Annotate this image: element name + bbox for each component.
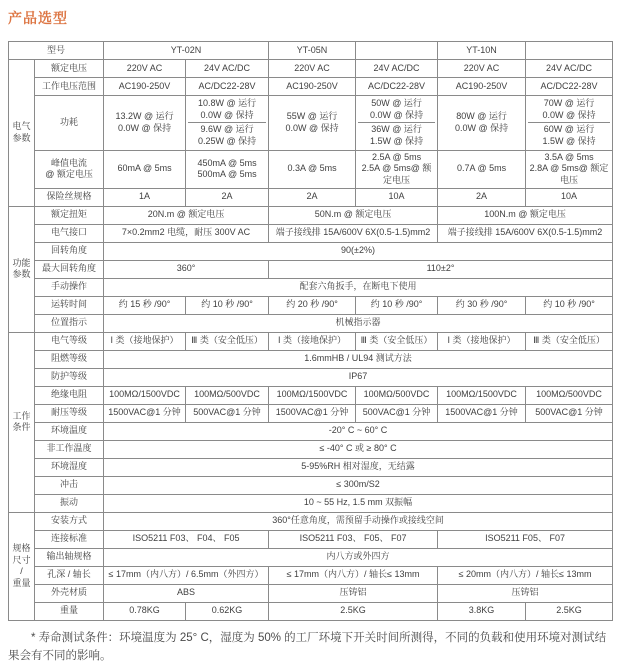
value-cell: 100MΩ/500VDC <box>356 386 438 404</box>
table-row <box>9 60 613 78</box>
value-cell: 约 30 秒 /90° <box>438 296 526 314</box>
row-label-cell: 峰值电流 @ 额定电压 <box>35 150 104 188</box>
value-cell: -20° C ~ 60° C <box>104 422 613 440</box>
page-title: 产品选型 <box>8 10 68 26</box>
value-cell: 10A <box>356 188 438 206</box>
value-cell: 55W @ 运行 0.0W @ 保持 <box>269 96 356 151</box>
model-header-cell: 型号 <box>9 42 104 60</box>
row-label-cell: 电气等级 <box>35 332 104 350</box>
value-cell: 24V AC/DC <box>186 60 269 78</box>
row-label-cell: 外壳材质 <box>35 584 104 602</box>
value-cell: 20N.m @ 额定电压 <box>104 206 269 224</box>
value-cell: AC190-250V <box>438 78 526 96</box>
row-label-cell: 连接标准 <box>35 530 104 548</box>
value-cell: Ⅲ 类（安全低压） <box>186 332 269 350</box>
value-cell: ISO5211 F05、 F07 <box>438 530 613 548</box>
value-cell: 内八方或外四方 <box>104 548 613 566</box>
row-label-cell: 位置指示 <box>35 314 104 332</box>
value-cell: 10A <box>526 188 613 206</box>
value-cell: ISO5211 F03、 F05、 F07 <box>269 530 438 548</box>
table-row <box>9 260 613 278</box>
value-cell: 100MΩ/1500VDC <box>269 386 356 404</box>
value-cell: 2A <box>186 188 269 206</box>
value-cell <box>526 96 613 151</box>
value-cell: 压铸铝 <box>269 584 438 602</box>
value-cell: 2A <box>269 188 356 206</box>
table-row <box>9 150 613 188</box>
sub-cell: 60W @ 运行 1.5W @ 保持 <box>528 122 610 148</box>
model-header-cell: YT-05N <box>269 42 356 60</box>
row-label-cell: 环境湿度 <box>35 458 104 476</box>
value-cell: 2.5KG <box>269 602 438 620</box>
model-header-cell: YT-10N <box>438 42 526 60</box>
value-cell: 2.5KG <box>526 602 613 620</box>
value-cell: 约 10 秒 /90° <box>526 296 613 314</box>
value-cell: ≤ 17mm（内八方）/ 轴长≤ 13mm <box>269 566 438 584</box>
value-cell: 端子接线排 15A/600V 6X(0.5-1.5)mm2 <box>269 224 438 242</box>
row-label-cell: 振动 <box>35 494 104 512</box>
value-cell: 端子接线排 15A/600V 6X(0.5-1.5)mm2 <box>438 224 613 242</box>
value-cell: 7×0.2mm2 电缆，耐压 300V AC <box>104 224 269 242</box>
row-label-cell: 孔深 / 轴长 <box>35 566 104 584</box>
group-label-cell: 电气 参数 <box>9 60 35 207</box>
header-row <box>9 42 613 60</box>
table-row <box>9 350 613 368</box>
model-header-cell: YT-02N <box>104 42 269 60</box>
model-header-cell <box>526 42 613 60</box>
sub-cell: 10.8W @ 运行 0.0W @ 保持 <box>197 98 257 120</box>
table-row <box>9 386 613 404</box>
value-cell: 360°任意角度，需预留手动操作或接线空间 <box>104 512 613 530</box>
value-cell: 220V AC <box>104 60 186 78</box>
row-label-cell: 电气接口 <box>35 224 104 242</box>
group-label-cell: 功能 参数 <box>9 206 35 332</box>
sub-cell: 50W @ 运行 0.0W @ 保持 <box>369 98 424 120</box>
table-row <box>9 494 613 512</box>
value-cell: AC/DC22-28V <box>526 78 613 96</box>
lifetime-test-footnote: * 寿命测试条件：环境温度为 25° C，湿度为 50% 的工厂环境下开关时间所测得，不同的负载和使用环境对测试结果会有不同的影响。 <box>8 631 607 662</box>
table-row <box>9 278 613 296</box>
table-row <box>9 96 613 151</box>
value-cell: 110±2° <box>269 260 613 278</box>
table-row <box>9 296 613 314</box>
model-header-cell <box>356 42 438 60</box>
row-label-cell: 非工作温度 <box>35 440 104 458</box>
value-cell: 10 ~ 55 Hz, 1.5 mm 双振幅 <box>104 494 613 512</box>
table-row <box>9 242 613 260</box>
value-cell: Ⅲ 类（安全低压） <box>356 332 438 350</box>
value-cell: AC190-250V <box>104 78 186 96</box>
value-cell: 500VAC@1 分钟 <box>526 404 613 422</box>
value-cell: 3.5A @ 5ms 2.8A @ 5ms@ 额定电压 <box>526 150 613 188</box>
value-cell: 13.2W @ 运行 0.0W @ 保持 <box>104 96 186 151</box>
spec-table-body <box>9 42 613 621</box>
group-label-cell: 工作 条件 <box>9 332 35 512</box>
row-label-cell: 额定电压 <box>35 60 104 78</box>
value-cell: 5-95%RH 相对湿度，无结露 <box>104 458 613 476</box>
table-row <box>9 512 613 530</box>
value-cell: 配套六角扳手，在断电下使用 <box>104 278 613 296</box>
table-row <box>9 530 613 548</box>
row-label-cell: 环境温度 <box>35 422 104 440</box>
value-cell: ISO5211 F03、 F04、 F05 <box>104 530 269 548</box>
row-label-cell: 输出轴规格 <box>35 548 104 566</box>
value-cell: ABS <box>104 584 269 602</box>
value-cell: 约 15 秒 /90° <box>104 296 186 314</box>
table-row <box>9 332 613 350</box>
table-row <box>9 314 613 332</box>
sub-cell: 9.6W @ 运行 0.25W @ 保持 <box>188 122 266 148</box>
value-cell: 24V AC/DC <box>526 60 613 78</box>
group-label-cell: 规格 尺寸 / 重量 <box>9 512 35 620</box>
value-cell: AC/DC22-28V <box>356 78 438 96</box>
value-cell: 2.5A @ 5ms 2.5A @ 5ms@ 额定电压 <box>356 150 438 188</box>
table-row <box>9 476 613 494</box>
value-cell: 1500VAC@1 分钟 <box>269 404 356 422</box>
row-label-cell: 最大回转角度 <box>35 260 104 278</box>
value-cell: ≤ 300m/S2 <box>104 476 613 494</box>
value-cell: 80W @ 运行 0.0W @ 保持 <box>438 96 526 151</box>
value-cell: 500VAC@1 分钟 <box>186 404 269 422</box>
value-cell: 100MΩ/500VDC <box>526 386 613 404</box>
value-cell: 约 10 秒 /90° <box>186 296 269 314</box>
value-cell: 1500VAC@1 分钟 <box>438 404 526 422</box>
value-cell: 0.3A @ 5ms <box>269 150 356 188</box>
table-row <box>9 602 613 620</box>
row-label-cell: 回转角度 <box>35 242 104 260</box>
value-cell: 0.62KG <box>186 602 269 620</box>
sub-cell: 70W @ 运行 0.0W @ 保持 <box>542 98 596 120</box>
value-cell: ≤ -40° C 或 ≥ 80° C <box>104 440 613 458</box>
table-row <box>9 548 613 566</box>
value-cell: I 类（接地保护） <box>104 332 186 350</box>
sub-cell: 36W @ 运行 1.5W @ 保持 <box>358 122 435 148</box>
value-cell: I 类（接地保护） <box>438 332 526 350</box>
table-row <box>9 368 613 386</box>
row-label-cell: 运转时间 <box>35 296 104 314</box>
row-label-cell: 耐压等级 <box>35 404 104 422</box>
value-cell: 约 20 秒 /90° <box>269 296 356 314</box>
value-cell: 220V AC <box>438 60 526 78</box>
value-cell: ≤ 17mm（内八方）/ 6.5mm（外四方） <box>104 566 269 584</box>
value-cell: 3.8KG <box>438 602 526 620</box>
value-cell: 1A <box>104 188 186 206</box>
value-cell: 0.78KG <box>104 602 186 620</box>
value-cell: 100MΩ/500VDC <box>186 386 269 404</box>
row-label-cell: 安装方式 <box>35 512 104 530</box>
table-row <box>9 78 613 96</box>
table-row <box>9 224 613 242</box>
row-label-cell: 防护等级 <box>35 368 104 386</box>
table-row <box>9 422 613 440</box>
row-label-cell: 手动操作 <box>35 278 104 296</box>
value-cell: 100MΩ/1500VDC <box>104 386 186 404</box>
table-row <box>9 440 613 458</box>
row-label-cell: 功耗 <box>35 96 104 151</box>
value-cell: AC/DC22-28V <box>186 78 269 96</box>
value-cell: 约 10 秒 /90° <box>356 296 438 314</box>
table-row <box>9 188 613 206</box>
value-cell: 450mA @ 5ms 500mA @ 5ms <box>186 150 269 188</box>
value-cell: 500VAC@1 分钟 <box>356 404 438 422</box>
value-cell: 2A <box>438 188 526 206</box>
row-label-cell: 额定扭矩 <box>35 206 104 224</box>
value-cell: 50N.m @ 额定电压 <box>269 206 438 224</box>
row-label-cell: 保险丝规格 <box>35 188 104 206</box>
value-cell: IP67 <box>104 368 613 386</box>
value-cell: 90(±2%) <box>104 242 613 260</box>
value-cell: 机械指示器 <box>104 314 613 332</box>
row-label-cell: 绝缘电阻 <box>35 386 104 404</box>
value-cell: 100N.m @ 额定电压 <box>438 206 613 224</box>
row-label-cell: 重量 <box>35 602 104 620</box>
table-row <box>9 458 613 476</box>
value-cell: 60mA @ 5ms <box>104 150 186 188</box>
table-row <box>9 584 613 602</box>
table-row <box>9 566 613 584</box>
table-row <box>9 404 613 422</box>
row-label-cell: 阻燃等级 <box>35 350 104 368</box>
value-cell: 1.6mmHB / UL94 测试方法 <box>104 350 613 368</box>
value-cell: Ⅲ 类（安全低压） <box>526 332 613 350</box>
value-cell: 24V AC/DC <box>356 60 438 78</box>
value-cell: ≤ 20mm（内八方）/ 轴长≤ 13mm <box>438 566 613 584</box>
value-cell: I 类（接地保护） <box>269 332 356 350</box>
value-cell: AC190-250V <box>269 78 356 96</box>
value-cell: 100MΩ/1500VDC <box>438 386 526 404</box>
row-label-cell: 工作电压范围 <box>35 78 104 96</box>
spec-table <box>8 41 613 621</box>
value-cell: 220V AC <box>269 60 356 78</box>
value-cell <box>356 96 438 151</box>
value-cell: 0.7A @ 5ms <box>438 150 526 188</box>
value-cell: 压铸铝 <box>438 584 613 602</box>
value-cell: 1500VAC@1 分钟 <box>104 404 186 422</box>
value-cell <box>186 96 269 151</box>
row-label-cell: 冲击 <box>35 476 104 494</box>
value-cell: 360° <box>104 260 269 278</box>
table-row <box>9 206 613 224</box>
